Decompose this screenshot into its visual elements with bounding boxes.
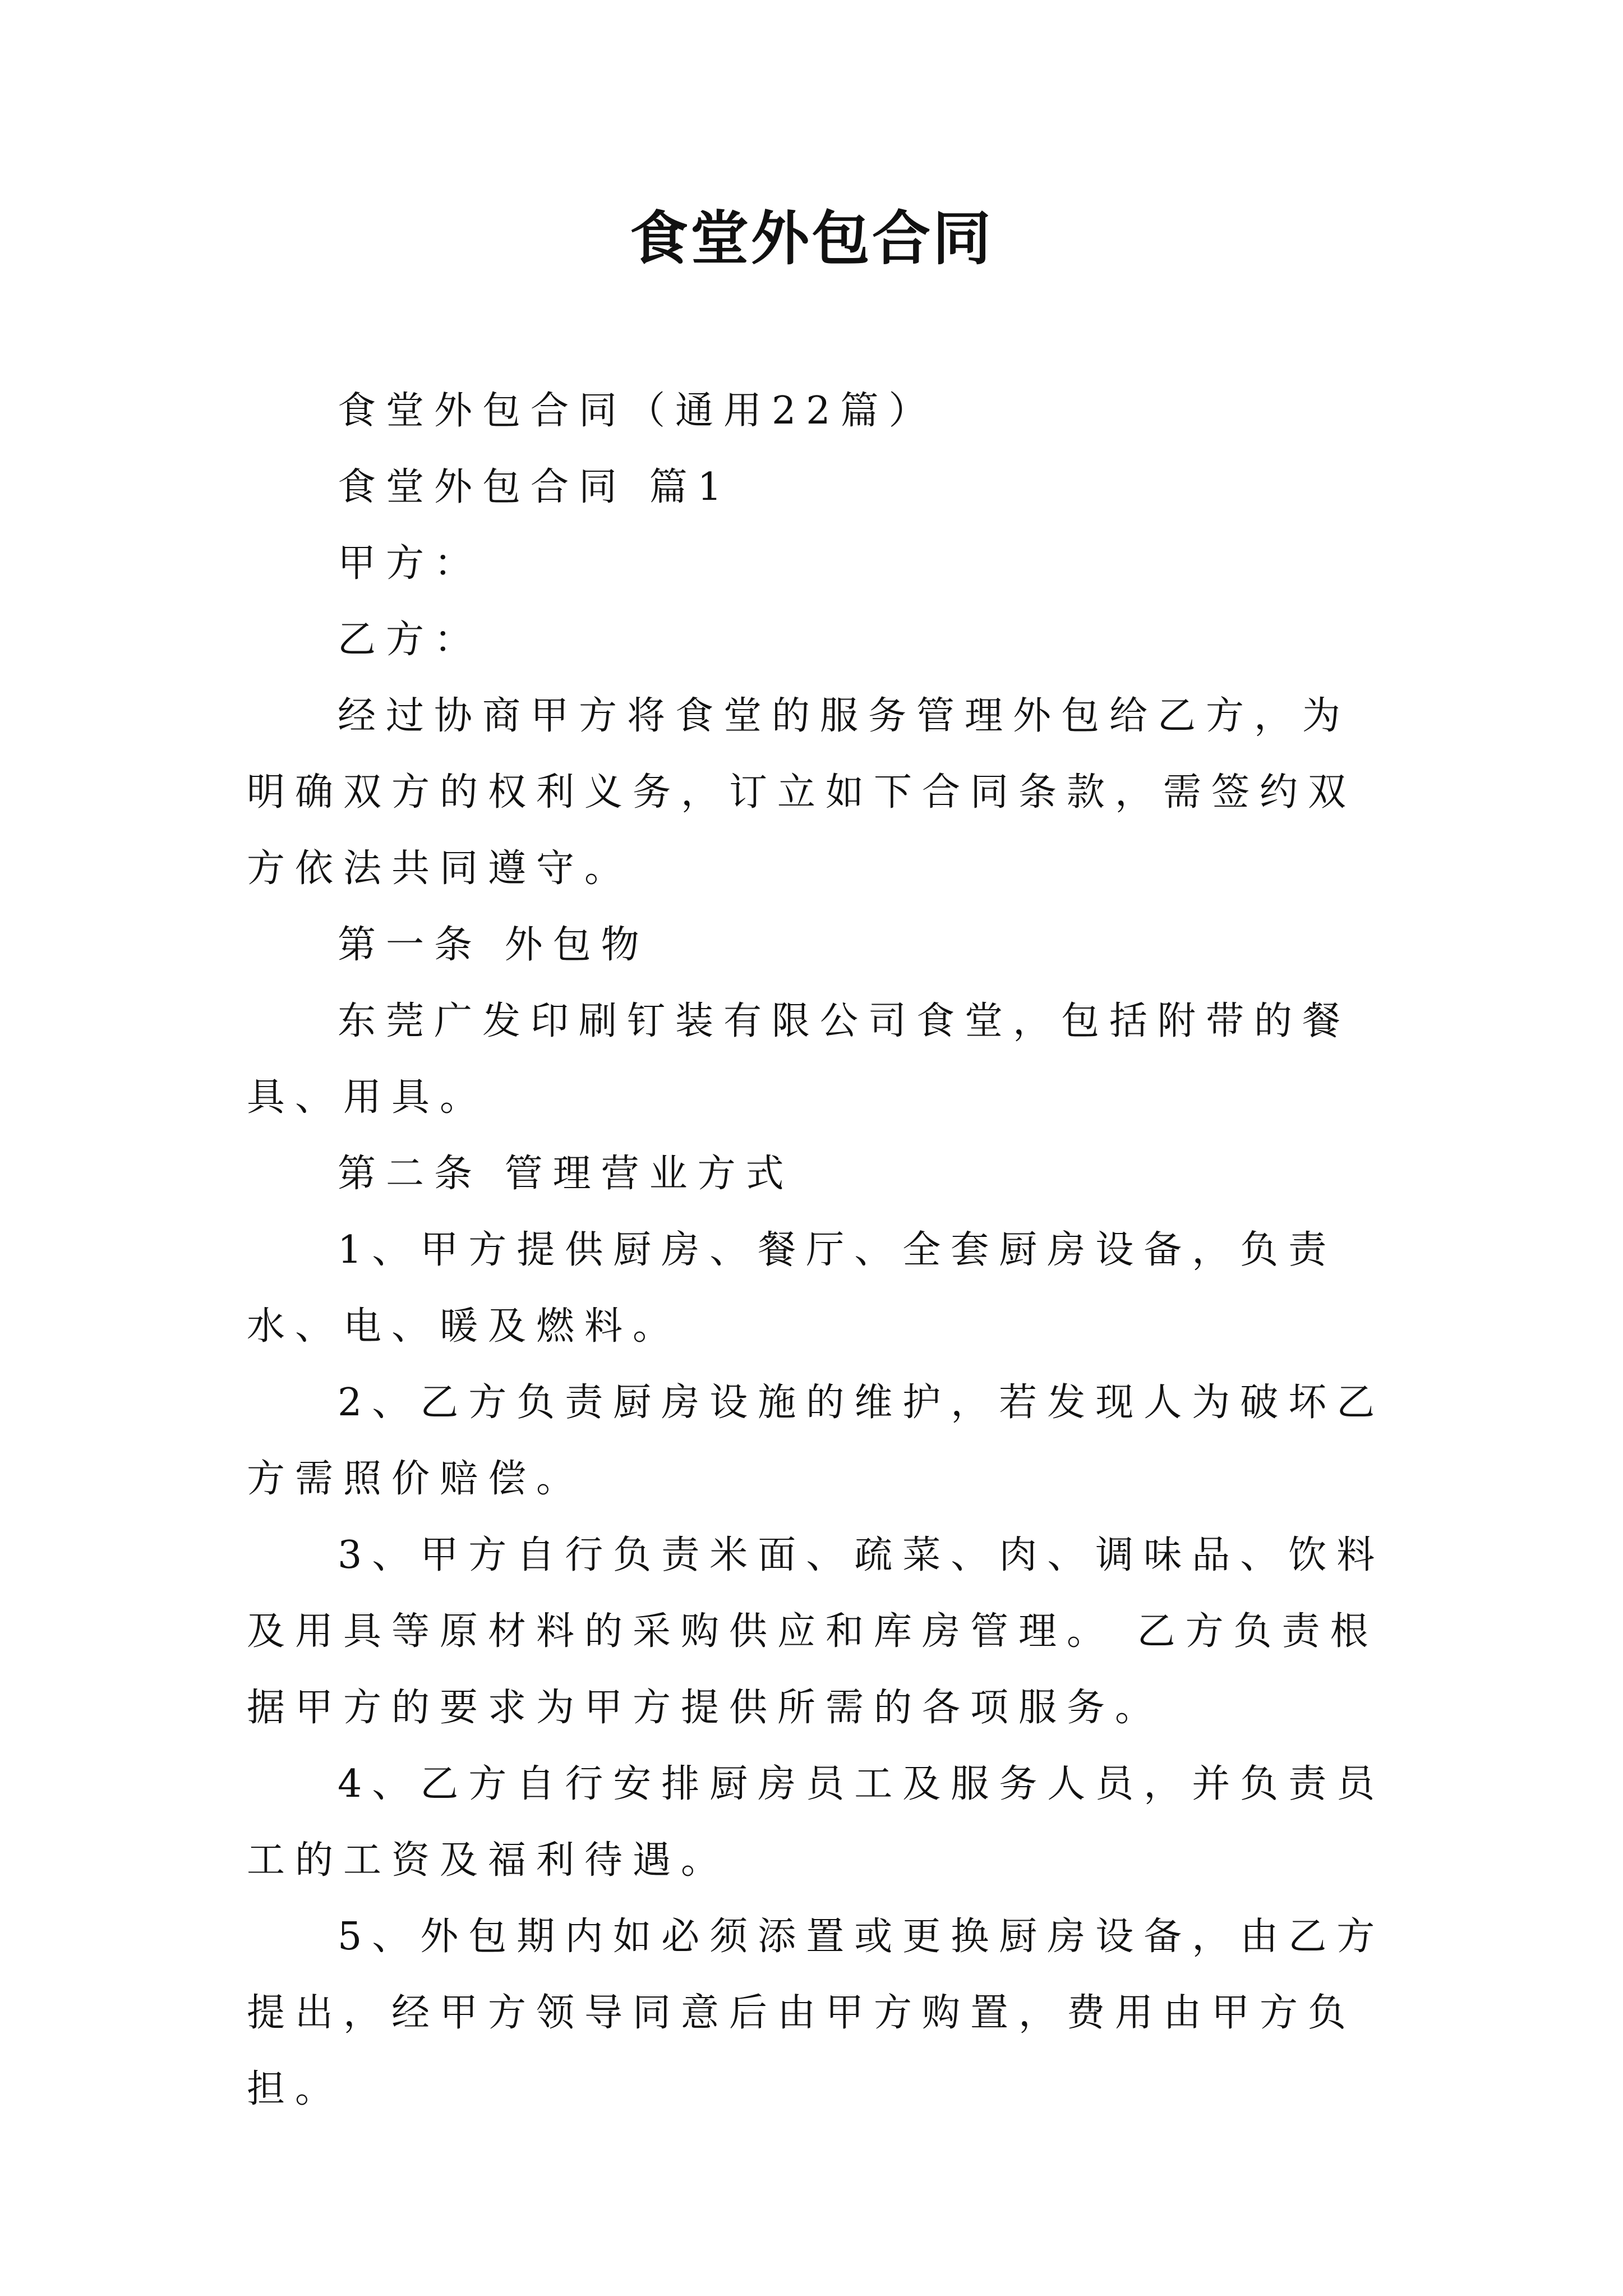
document-body <box>247 373 1391 2128</box>
document-title: 食堂外包合同 <box>629 204 993 273</box>
preamble-paragraph: 经过协商甲方将食堂的服务管理外包给乙方，为明确双方的权利义务，订立如下合同条款，需签约双方依法共同遵守。 <box>247 694 1357 891</box>
article-1-body: 东莞广发印刷钉装有限公司食堂，包括附带的餐具、用具。 <box>247 999 1351 1120</box>
party-a-line: 甲方： <box>338 541 483 586</box>
clause-2: 2、乙方负责厨房设施的维护，若发现人为破坏乙方需照价赔偿。 <box>247 1381 1385 1501</box>
article-2-heading: 第二条 管理营业方式 <box>338 1152 794 1196</box>
clause-3: 3、甲方自行负责米面、疏菜、肉、调味品、饮料及用具等原材料的采购供应和库房管理。 乙方负责根据甲方的要求为甲方提供所需的各项服务。 <box>247 1533 1385 1730</box>
clause-4: 4、乙方自行安排厨房员工及服务人员，并负责员工的工资及福利待遇。 <box>247 1762 1385 1883</box>
article-1-heading: 第一条 外包物 <box>338 923 649 967</box>
clause-5: 5、外包期内如必须添置或更换厨房设备，由乙方提出，经甲方领导同意后由甲方购置，费用由甲方负担。 <box>247 1915 1385 2111</box>
clause-1: 1、甲方提供厨房、餐厅、全套厨房设备，负责水、电、暖及燃料。 <box>247 1228 1337 1349</box>
party-b-line: 乙方： <box>338 618 483 662</box>
subtitle-paragraph: 食堂外包合同（通用22篇） <box>338 389 937 433</box>
section-heading: 食堂外包合同 篇1 <box>338 465 732 509</box>
